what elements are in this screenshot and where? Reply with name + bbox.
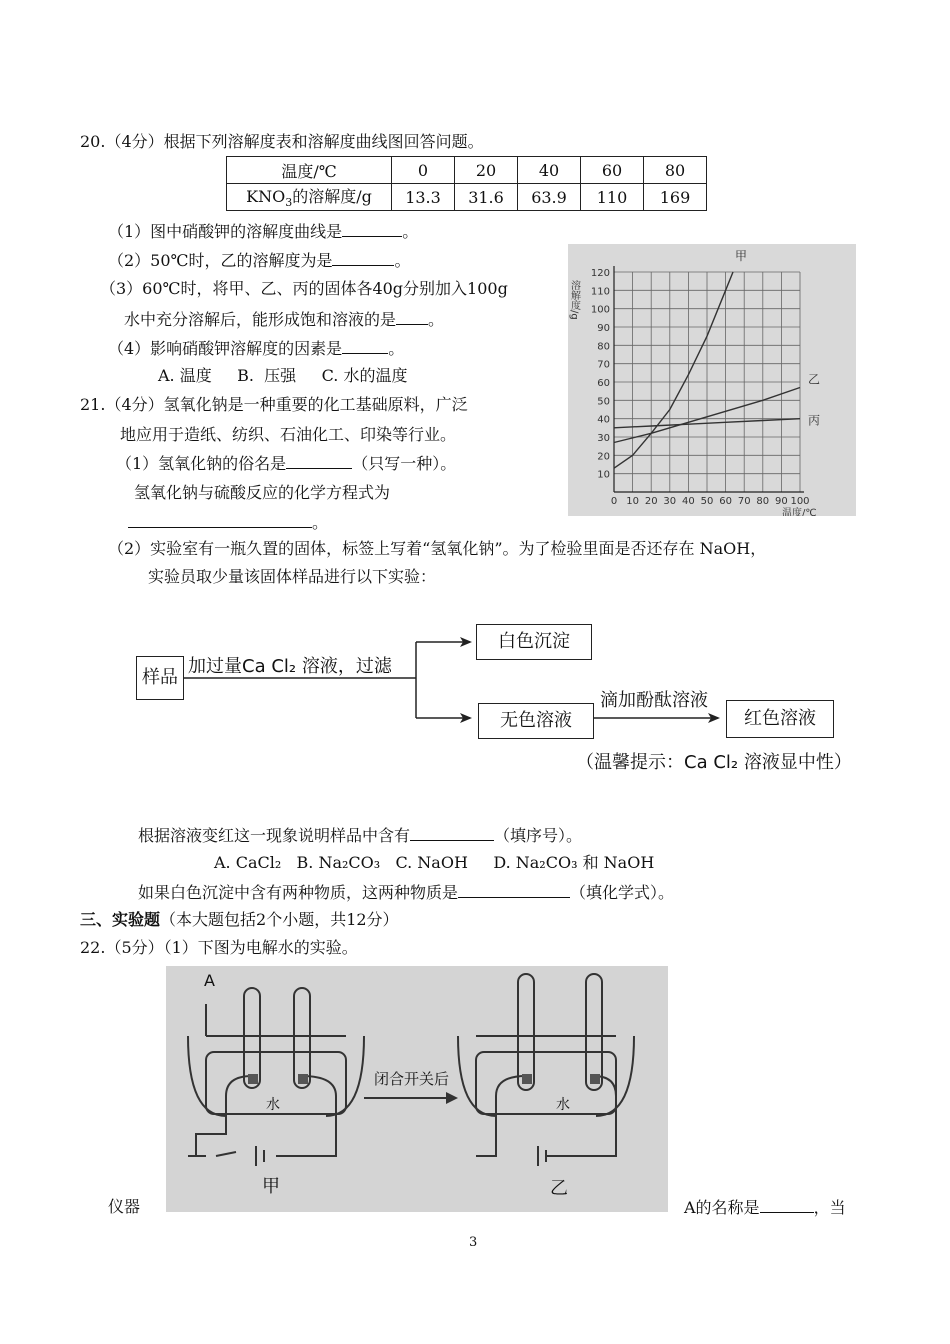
q20-part3b <box>124 308 444 331</box>
y-tick-label: 30 <box>597 433 610 444</box>
answer-blank[interactable] <box>342 337 388 354</box>
table-cell: 110 <box>581 184 644 211</box>
table-cell <box>227 184 392 211</box>
part-end: 。 <box>388 339 405 358</box>
table-cell: 63.9 <box>518 184 581 211</box>
part-text: 根据溶液变红这一现象说明样品中含有 <box>138 826 411 845</box>
table-cell: 169 <box>644 184 707 211</box>
x-tick-label: 10 <box>626 496 639 507</box>
q20-part4 <box>108 337 404 360</box>
solubility-chart-svg <box>568 244 856 516</box>
flow-step2-label: 滴加酚酞溶液 <box>600 690 708 711</box>
x-tick-label: 100 <box>790 496 810 507</box>
q22-title: 22.（5分）（1）下图为电解水的实验。 <box>80 938 358 957</box>
q22-tail <box>684 1196 846 1219</box>
table-cell: 0 <box>392 157 455 184</box>
page-number: 3 <box>469 1235 478 1250</box>
q20-part3a: （3）60℃时，将甲、乙、丙的固体各40g分别加入100g <box>100 279 508 298</box>
y-tick-label: 110 <box>590 286 610 298</box>
answer-blank[interactable] <box>410 824 494 841</box>
x-tick-label: 50 <box>700 496 714 507</box>
y-axis-label: 溶解度/g <box>568 280 580 320</box>
y-tick-label: 120 <box>590 268 610 279</box>
flow-white-precipitate-box: 白色沉淀 <box>476 624 592 660</box>
y-tick-label: 90 <box>597 323 610 334</box>
part-text: （1）氢氧化钠的俗名是 <box>116 454 287 473</box>
table-cell: 温度/℃ <box>227 157 392 184</box>
label-text: 的溶解度/g <box>292 187 372 207</box>
x-tick-label: 90 <box>775 496 788 507</box>
part-text: A的名称是 <box>684 1198 760 1217</box>
table-cell: 80 <box>644 157 707 184</box>
part-text: （4）影响硝酸钾溶解度的因素是 <box>108 339 343 358</box>
water-label-right: 水 <box>556 1097 570 1113</box>
q20-part1 <box>108 220 418 243</box>
q21-title-b: 地应用于造纸、纺织、石油化工、印染等行业。 <box>120 425 457 444</box>
x-axis-label: 温度/℃ <box>782 508 817 516</box>
y-tick-label: 100 <box>590 304 610 316</box>
label-yi: 乙 <box>550 1178 568 1199</box>
section3-heading <box>80 909 399 931</box>
part-end: 。 <box>402 222 419 241</box>
solubility-chart <box>568 244 856 516</box>
q21-part2b: 实验员取少量该固体样品进行以下实验： <box>148 567 437 586</box>
answer-blank[interactable] <box>342 220 402 237</box>
x-tick-label: 20 <box>644 496 658 507</box>
part-text: （2）50℃时，乙的溶解度为是 <box>108 251 333 270</box>
x-tick-label: 30 <box>663 496 677 507</box>
answer-blank[interactable] <box>396 308 428 325</box>
part-text: 水中充分溶解后，能形成饱和溶液的是 <box>124 310 397 329</box>
q21-part2a: （2）实验室有一瓶久置的固体，标签上写着“氢氧化钠”。为了检验里面是否还存在 NaOH， <box>108 539 767 558</box>
flow-tip: （温馨提示：Ca Cl₂ 溶液显中性） <box>576 752 852 773</box>
q20-part2 <box>108 249 410 272</box>
water-label-left: 水 <box>266 1097 280 1113</box>
label-text: KNO <box>246 187 286 207</box>
y-tick-label: 10 <box>597 469 610 481</box>
q21-options: A. CaCl₂ B. Na₂CO₃ C. NaOH D. Na₂CO₃ 和 NaOH <box>214 853 655 872</box>
y-tick-label: 40 <box>597 414 610 426</box>
q21-part1a <box>116 452 456 475</box>
q21-part1c <box>128 511 328 534</box>
q21-part3 <box>138 824 582 847</box>
part-end: 。 <box>428 310 445 329</box>
part-end: 。 <box>312 513 329 532</box>
table-cell: 60 <box>581 157 644 184</box>
answer-blank[interactable] <box>128 511 312 528</box>
solubility-table <box>226 156 707 211</box>
y-tick-label: 70 <box>597 359 610 371</box>
part-end: ，当 <box>813 1198 846 1217</box>
q21-title-a: 21.（4分）氢氧化钠是一种重要的化工基础原料，广泛 <box>80 395 468 414</box>
part-end: 。 <box>394 251 411 270</box>
part-end: （填序号）。 <box>494 826 583 845</box>
flow-red-box: 红色溶液 <box>726 700 834 738</box>
flow-step1-label: 加过量Ca Cl₂ 溶液，过滤 <box>188 656 392 677</box>
label-a: A <box>204 971 215 990</box>
table-cell: 40 <box>518 157 581 184</box>
answer-blank[interactable] <box>286 452 352 469</box>
part-text: 如果白色沉淀中含有两种物质，这两种物质是 <box>138 883 459 902</box>
x-tick-label: 80 <box>756 496 770 507</box>
flow-sample-box: 样品 <box>136 656 184 700</box>
label-sub: 3 <box>285 196 293 210</box>
x-tick-label: 40 <box>682 496 695 507</box>
q21-part1b: 氢氧化钠与硫酸反应的化学方程式为 <box>134 483 391 502</box>
part-end: （填化学式）。 <box>570 883 675 902</box>
table-row <box>227 184 707 211</box>
y-tick-label: 50 <box>597 396 610 408</box>
y-tick-label: 60 <box>597 378 610 389</box>
section-desc: （本大题包括2个小题，共12分） <box>160 910 399 929</box>
electrolysis-figure <box>166 966 668 1212</box>
answer-blank[interactable] <box>332 249 394 266</box>
x-tick-label: 0 <box>610 496 618 507</box>
x-tick-label: 70 <box>737 496 751 507</box>
part-end: （只写一种）。 <box>352 454 457 473</box>
q20-title: 20.（4分）根据下列溶解度表和溶解度曲线图回答问题。 <box>80 132 484 151</box>
label-jia: 甲 <box>262 1176 280 1197</box>
q22-instrument: 仪器 <box>108 1197 141 1216</box>
series-label-jia: 甲 <box>735 249 748 263</box>
q20-options: A. 温度 B. 压强 C. 水的温度 <box>158 366 408 385</box>
answer-blank[interactable] <box>458 881 570 898</box>
y-tick-label: 80 <box>597 341 610 353</box>
table-cell: 20 <box>455 157 518 184</box>
arrow-label: 闭合开关后 <box>374 1070 450 1088</box>
section-title: 三、实验题 <box>80 910 161 929</box>
table-row <box>227 157 707 184</box>
series-label-yi: 乙 <box>808 372 821 387</box>
table-cell: 13.3 <box>392 184 455 211</box>
table-cell: 31.6 <box>455 184 518 211</box>
x-tick-label: 60 <box>719 496 732 507</box>
part-text: （1）图中硝酸钾的溶解度曲线是 <box>108 222 343 241</box>
y-tick-label: 20 <box>597 451 610 463</box>
answer-blank[interactable] <box>760 1196 814 1213</box>
series-label-bing: 丙 <box>808 413 821 428</box>
flow-colorless-box: 无色溶液 <box>478 703 594 739</box>
q21-part4 <box>138 881 674 904</box>
